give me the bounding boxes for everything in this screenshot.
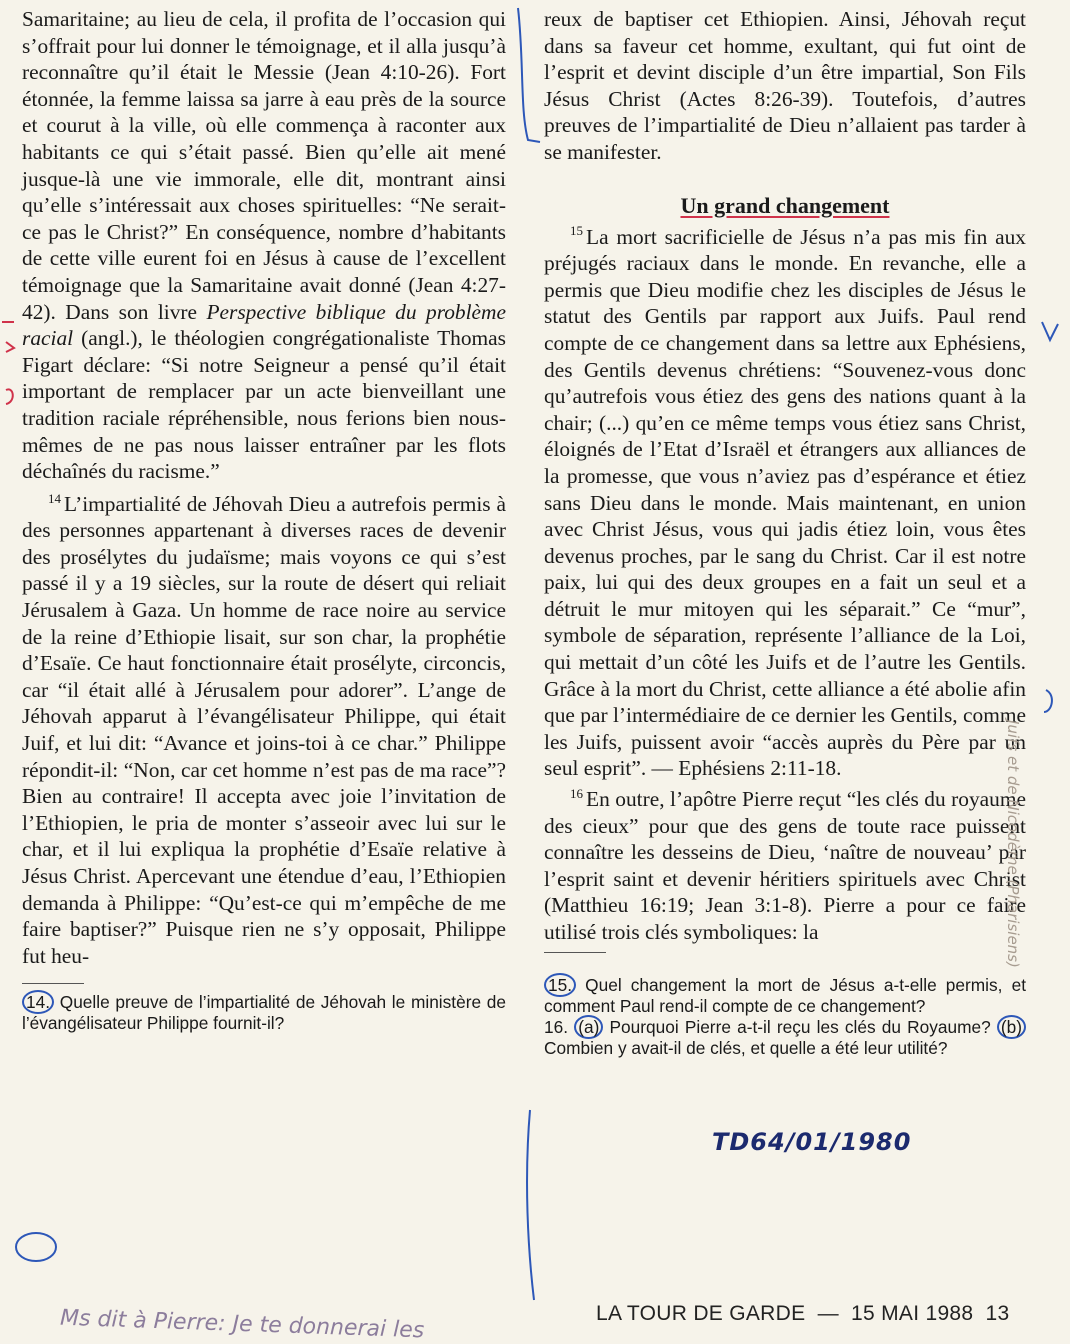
paragraph-text: L’impartialité de Jéhovah Dieu a autrefois permis à des personnes appartenant à diverses races de devenir des prosélytes du judaïsme; mais voyons ce qui s’est passé il y a 19 siècles, sur la route de désert qui reliait Jérusalem à Gaza. Un homme de race noire au service de la reine d’Ethiopie lisait, sur son char, la prophétie d’Esaïe. Ce haut fonctionnaire était prosélyte, circoncis, car “il était allé à Jérusalem pour adorer”. L’ange de Jéhovah apparut à l’évangélisateur Philippe, qui était Juif, et lui dit: “Avance et joins-toi à ce char.” Philippe répondit-il: “Non, car cet homme n’est pas de ma race”? Bien au contraire! Il accepta avec joie l’invitation de l’Ethiopien, le pria de monter s’asseoir avec lui sur le char, et il lui expliqua la prophétie d’Esaïe relative à Jésus Christ. Apercevant une étendue d’eau, l’Ethiopien demanda à Philippe: “Qu’est-ce qui m’empêche de me faire baptiser?” Puisque rien ne s’y opposait, Philippe fut heu- xyxy=(22,491,506,968)
paragraph-number: 15 xyxy=(570,223,583,239)
paragraph-text: (angl.), le théologien congrégationaliste Thomas Figart déclare: “Si notre Seigneur a pensé qu’il était important de remplacer par un acte bienveillant une tradition raciale répréhensible, nous ferions bien nous-mêmes de ne pas nous laisser entraîner par les flots déchaînés du racisme.” xyxy=(22,326,506,484)
question-16 xyxy=(544,1017,1026,1059)
issue-date: 15 MAI 1988 xyxy=(851,1302,974,1325)
questions-15-16 xyxy=(544,975,1026,1059)
left-body xyxy=(22,6,506,969)
paragraph-13-end xyxy=(22,6,506,485)
section-heading xyxy=(544,192,1026,220)
paragraph-text: En outre, l’apôtre Pierre reçut “les clés du royaume des cieux” pour que des gens de toute race puissent connaître les desseins de Dieu, ‘naître de nouveau’ par l’esprit saint et devenir héritiers spirituels avec Christ (Matthieu 16:19; Jean 3:1-8). Pierre a pour ce faire utilisé trois clés symboliques: la xyxy=(544,787,1026,944)
question-15 xyxy=(544,975,1026,1017)
book-title: Perspective biblique du problème racial xyxy=(22,299,506,351)
margin-mark xyxy=(1044,690,1052,712)
question-text: Pourquoi Pierre a-t-il reçu les clés du Royaume? xyxy=(609,1016,991,1037)
handwritten-bottom-note: Ms dit à Pierre: Je te donnerai les xyxy=(59,1305,425,1344)
question-14 xyxy=(22,992,506,1034)
question-number: 15. xyxy=(544,973,576,997)
margin-mark xyxy=(6,342,14,352)
right-body xyxy=(544,6,1026,946)
page-number: 13 xyxy=(985,1302,1010,1325)
paragraph-16 xyxy=(544,786,1026,946)
footnote-divider xyxy=(544,952,606,953)
question-text: Quelle preuve de l’impartialité de Jéhovah le ministère de l’évangélisateur Philippe fournit-il? xyxy=(22,992,506,1034)
check-mark xyxy=(1042,322,1058,340)
question-text: Combien y avait-il de clés, et quelle a été leur utilité? xyxy=(544,1037,948,1058)
paragraph-14-end xyxy=(544,6,1026,166)
paragraph-number: 16 xyxy=(570,785,583,801)
heading-text: Un grand changement xyxy=(680,192,890,218)
magazine-name: LA TOUR DE GARDE xyxy=(596,1302,806,1325)
margin-bracket xyxy=(518,8,540,142)
question-number: 16. xyxy=(544,1016,569,1037)
margin-mark xyxy=(6,389,13,404)
question-part-a: (a) xyxy=(574,1015,603,1039)
paragraph-text: Samaritaine; au lieu de cela, il profita de l’occasion qui s’offrait pour lui donner le témoignage, et il alla jusqu’à reconnaître qu’il était le Messie (Jean 4:10-26). Fort étonnée, la femme laissa sa jarre à eau près de la source et courut à la ville, où elle commença à raconter aux habitants ce qui s’était passé. Bien qu’elle ait mené jusque-là une vie immorale, elle dit, montrant ainsi qu’elle s’intéressait aux choses spirituelles: “Ne serait-ce pas le Christ?” En conséquence, nombre d’habitants de cette ville eurent foi en Jésus à cause de l’excellent témoignage que la Samaritaine avait donné (Jean 4:27-42). Dans son livre xyxy=(22,7,506,324)
footer-dash: — xyxy=(817,1302,839,1325)
paragraph-number: 14 xyxy=(48,490,61,506)
paragraph-14 xyxy=(22,491,506,970)
left-column xyxy=(22,6,506,1034)
question-number: 14. xyxy=(22,990,54,1014)
question-text: Quel changement la mort de Jésus a-t-elle permis, et comment Paul rend-il compte de ce changement? xyxy=(544,974,1026,1016)
handwritten-side-note: Juifs et de Nicodème (Pharisiens) xyxy=(1004,720,1022,968)
circle-mark xyxy=(16,1233,56,1261)
paragraph-15 xyxy=(544,224,1026,782)
footnote-divider xyxy=(22,983,84,984)
page-footer xyxy=(596,1302,1036,1326)
paragraph-text: La mort sacrificielle de Jésus n’a pas mis fin aux préjugés raciaux dans le monde. En revanche, elle a permis que Dieu modifie chez les disciples de Jésus le statut des Gentils par rapport aux Juifs. Paul rend compte de ce changement dans sa lettre aux Ephésiens, des Gentils devenus chrétiens: “Souvenez-vous donc qu’autrefois vous étiez des gens des nations quant à la chair; (...) qu’en ce même temps vous étiez sans Christ, éloignés de l’Etat d’Israël et étrangers aux alliances de la promesse, que vous n’aviez pas d’espérance et étiez sans Dieu dans le monde. Mais maintenant, en union avec Christ Jésus, vous qui jadis étiez loin, vous êtes devenus proches, par le sang du Christ. Car il est notre paix, lui qui des deux groupes en a fait un seul et a détruit le mur mitoyen qui les séparait.” Ce “mur”, symbole de séparation, représente l’alliance de la Loi, qui mettait d’un côté les Juifs et de l’autre les Gentils. Grâce à la mort du Christ, cette alliance a été abolie afin que par l’intermédiaire de ce dernier les Gentils, comme les Juifs, puissent avoir “accès auprès du Père par un seul esprit”. — Ephésiens 2:11-18. xyxy=(544,224,1026,781)
margin-bracket xyxy=(527,1110,534,1300)
right-column xyxy=(544,6,1026,1059)
paragraph-text: reux de baptiser cet Ethiopien. Ainsi, Jéhovah reçut dans sa faveur cet homme, exultant, qui fut oint de l’esprit et devint disciple d’un être impartial, Son Fils Jésus Christ (Actes 8:26-39). Toutefois, d’autres preuves de l’impartialité de Dieu n’allaient pas tarder à se manifester. xyxy=(544,7,1026,164)
question-part-b: (b) xyxy=(997,1015,1026,1039)
handwritten-stamp: TD64/01/1980 xyxy=(712,1128,912,1156)
